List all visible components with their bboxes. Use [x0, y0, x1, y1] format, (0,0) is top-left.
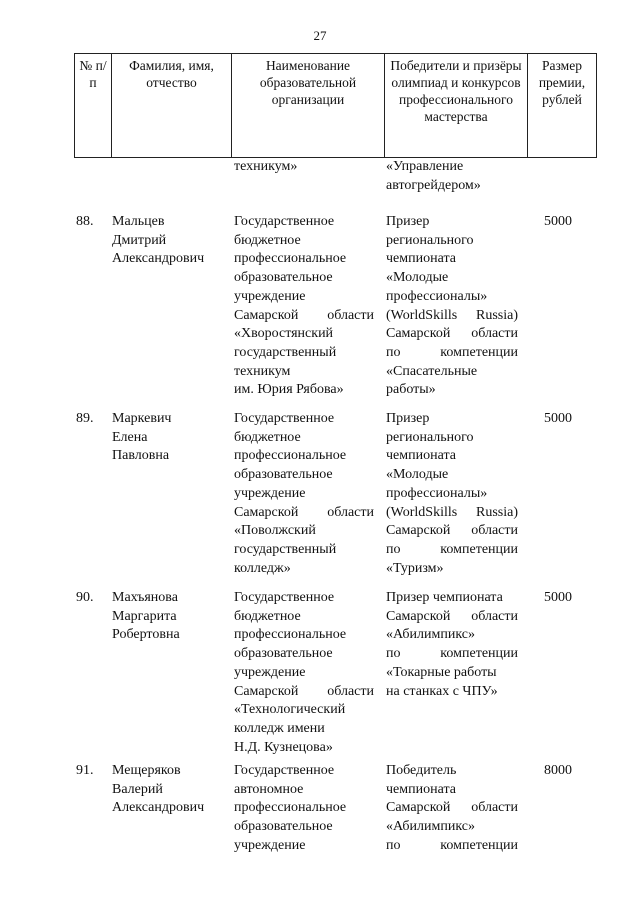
award-line: по компетенции	[386, 646, 518, 662]
org-line: образовательное	[234, 270, 333, 286]
row-number: 91.	[76, 763, 94, 778]
org-line: учреждение	[234, 837, 306, 853]
award-line: Самарской области	[386, 800, 518, 816]
award-line: регионального	[386, 232, 474, 248]
org-line: Н.Д. Кузнецова»	[234, 739, 333, 755]
org-line: профессиональное	[234, 251, 347, 267]
continuation-award: «Управление автогрейдером»	[386, 159, 481, 193]
org-line: Самарской области	[234, 307, 374, 323]
award-line: Самарской области	[386, 326, 518, 342]
org-line: учреждение	[234, 288, 306, 304]
org-line: Государственное	[234, 763, 335, 778]
award-line: Самарской области	[386, 608, 518, 624]
org-line: Самарской области	[234, 504, 374, 520]
org-line: колледж имени	[234, 720, 325, 736]
row-name	[112, 213, 230, 269]
name-line: Елена	[112, 429, 148, 445]
award-line: чемпионата	[386, 781, 456, 797]
name-line: Мещеряков	[112, 763, 181, 778]
row-org	[234, 213, 374, 400]
name-line: Александрович	[112, 800, 205, 816]
org-line: «Хворостянский	[234, 326, 334, 342]
org-line: «Технологический	[234, 702, 346, 718]
award-line: «Абилимпикс»	[386, 627, 476, 643]
org-line: учреждение	[234, 485, 306, 501]
org-line: автономное	[234, 781, 304, 797]
award-line: работы»	[386, 382, 436, 398]
org-line: учреждение	[234, 664, 306, 680]
org-line: Государственное	[234, 590, 335, 605]
org-line: профессиональное	[234, 448, 347, 464]
award-line: «Туризм»	[386, 560, 444, 576]
row-number: 88.	[76, 214, 94, 229]
name-line: Маргарита	[112, 608, 177, 624]
header-award: Победители и призёры олимпиад и конкурсов профессионального мастерства	[385, 54, 528, 158]
award-line: чемпионата	[386, 251, 456, 267]
header-name: Фамилия, имя, отчество	[112, 54, 232, 158]
org-line: техникум	[234, 363, 291, 379]
name-line: Робертовна	[112, 627, 180, 643]
org-line: Государственное	[234, 214, 335, 229]
header-amount: Размер премии, рублей	[528, 54, 597, 158]
org-line: образовательное	[234, 646, 333, 662]
header-num: № п/п	[75, 54, 112, 158]
award-line: «Спасательные	[386, 363, 478, 379]
row-number: 90.	[76, 590, 94, 605]
org-line: «Поволжский	[234, 523, 316, 539]
name-line: Дмитрий	[112, 232, 167, 248]
table-header	[74, 53, 597, 158]
award-line: по компетенции	[386, 837, 518, 853]
row-org	[234, 589, 374, 757]
org-line: Государственное	[234, 411, 335, 426]
row-name	[112, 589, 230, 645]
org-line: образовательное	[234, 819, 333, 835]
row-award	[386, 410, 518, 578]
org-line: государственный	[234, 541, 337, 557]
award-line: Призер чемпионата	[386, 590, 503, 605]
row-org	[234, 410, 374, 578]
row-number: 89.	[76, 411, 94, 426]
name-line: Мальцев	[112, 214, 165, 229]
award-line: по компетенции	[386, 344, 518, 360]
award-line: профессионалы»	[386, 288, 488, 304]
header-org: Наименование образовательной организации	[232, 54, 385, 158]
page-number: 27	[313, 28, 327, 43]
award-line: «Молодые	[386, 467, 449, 483]
row-amount: 8000	[544, 763, 572, 778]
award-line: Самарской области	[386, 523, 518, 539]
award-line: Победитель	[386, 763, 457, 778]
row-org	[234, 762, 374, 856]
row-amount: 5000	[544, 411, 572, 426]
org-line: бюджетное	[234, 608, 301, 624]
award-line: чемпионата	[386, 448, 456, 464]
org-line: бюджетное	[234, 429, 301, 445]
name-line: Валерий	[112, 781, 163, 797]
org-line: профессиональное	[234, 800, 347, 816]
row-award	[386, 762, 518, 856]
org-line: им. Юрия Рябова»	[234, 382, 344, 398]
continuation-org: техникум»	[234, 159, 298, 174]
org-line: колледж»	[234, 560, 291, 576]
name-line: Павловна	[112, 448, 170, 464]
name-line: Махъянова	[112, 590, 178, 605]
row-amount: 5000	[544, 590, 572, 605]
name-line: Александрович	[112, 251, 205, 267]
award-line: по компетенции	[386, 541, 518, 557]
award-line: на станках с ЧПУ»	[386, 683, 498, 699]
org-line: профессиональное	[234, 627, 347, 643]
org-line: государственный	[234, 344, 337, 360]
org-line: бюджетное	[234, 232, 301, 248]
award-line: (WorldSkills Russia)	[386, 504, 518, 520]
award-line: Призер	[386, 411, 430, 426]
row-award	[386, 213, 518, 400]
org-line: образовательное	[234, 467, 333, 483]
award-line: «Молодые	[386, 270, 449, 286]
row-name	[112, 410, 230, 466]
award-line: (WorldSkills Russia)	[386, 307, 518, 323]
award-line: Призер	[386, 214, 430, 229]
org-line: Самарской области	[234, 683, 374, 699]
name-line: Маркевич	[112, 411, 172, 426]
award-line: «Токарные работы	[386, 664, 497, 680]
row-amount: 5000	[544, 214, 572, 229]
award-line: регионального	[386, 429, 474, 445]
row-name	[112, 762, 230, 818]
row-award	[386, 589, 518, 701]
award-line: профессионалы»	[386, 485, 488, 501]
award-line: «Абилимпикс»	[386, 819, 476, 835]
